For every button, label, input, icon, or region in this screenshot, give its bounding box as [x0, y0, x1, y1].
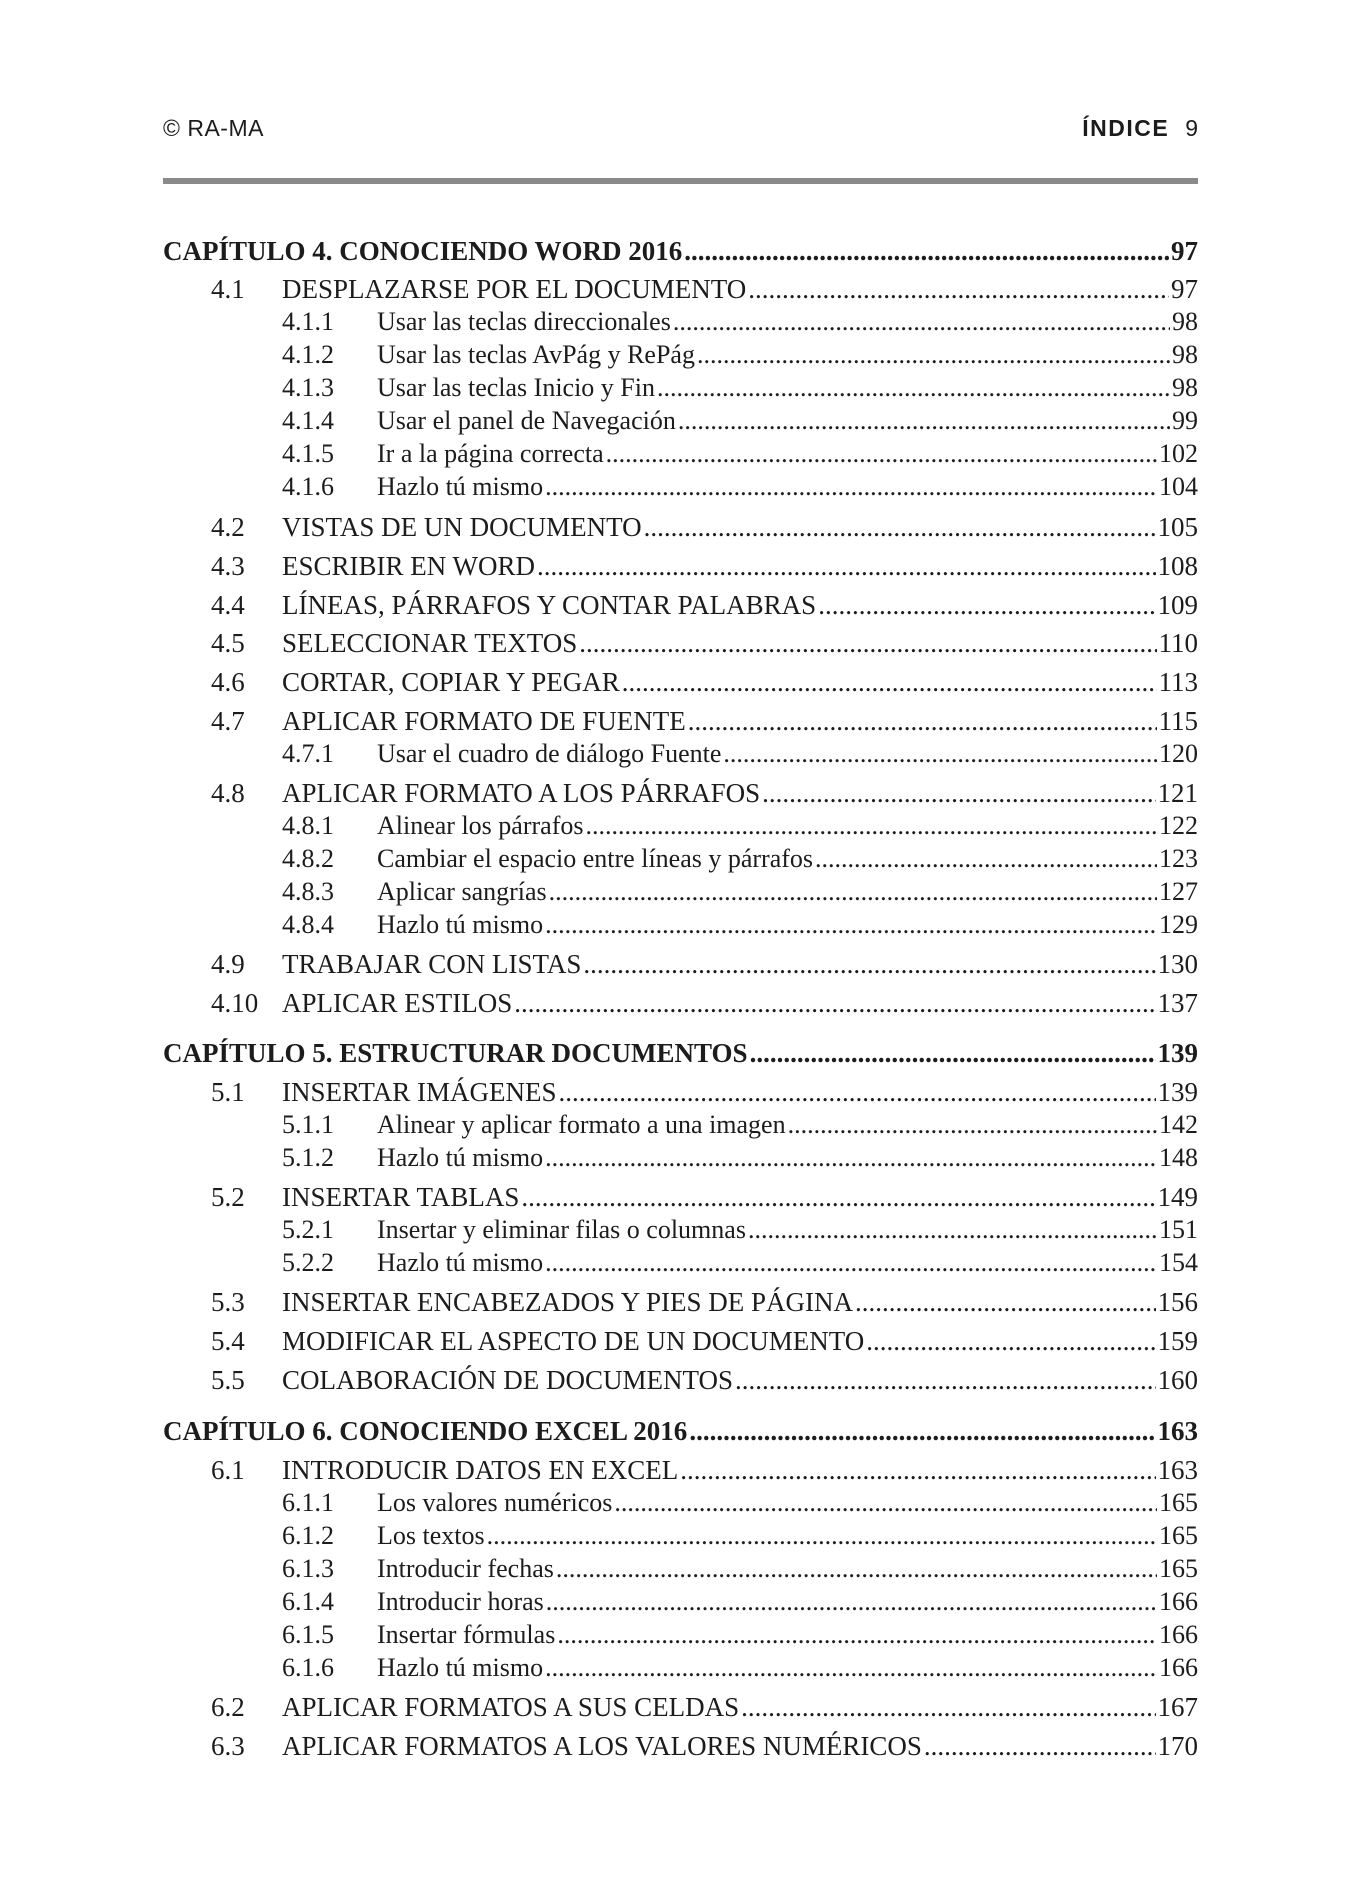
toc-section-row[interactable]	[163, 628, 1198, 659]
toc-section-row[interactable]	[163, 706, 1198, 737]
dot-leader	[521, 1182, 1155, 1213]
toc-entry-title: INTRODUCIR DATOS EN EXCEL	[282, 1455, 679, 1485]
toc-entry-number: 6.1.4	[282, 1587, 334, 1616]
toc-entry-title: APLICAR FORMATO A LOS PÁRRAFOS	[282, 778, 761, 808]
toc-entry-page: 154	[1159, 1248, 1198, 1277]
toc-entry-title: Alinear y aplicar formato a una imagen	[377, 1110, 786, 1139]
toc-entry-number: 4.2	[211, 512, 245, 542]
toc-entry-number: 4.1.1	[282, 307, 334, 336]
toc-entry-page: 110	[1158, 628, 1198, 658]
dot-leader	[549, 877, 1157, 907]
toc-entry-number: 4.7.1	[282, 739, 334, 768]
dot-leader	[673, 307, 1170, 337]
toc-entry-number: 4.10	[211, 988, 259, 1018]
toc-subsection-row[interactable]	[163, 1620, 1198, 1650]
toc-entry-page: 121	[1157, 778, 1198, 808]
section-title: ÍNDICE	[1082, 115, 1170, 141]
dot-leader	[818, 590, 1155, 621]
toc-entry-title: APLICAR FORMATOS A SUS CELDAS	[282, 1692, 740, 1722]
toc-entry-title: Los textos	[377, 1521, 485, 1550]
toc-entry-title: INSERTAR IMÁGENES	[282, 1077, 557, 1107]
toc-subsection-row[interactable]	[163, 844, 1198, 874]
publisher-label: © RA-MA	[163, 115, 264, 141]
toc-entry-page: 151	[1159, 1215, 1198, 1244]
dot-leader	[583, 949, 1155, 980]
toc-section-row[interactable]	[163, 1365, 1198, 1396]
toc-section-row[interactable]	[163, 988, 1198, 1019]
dot-leader	[866, 1326, 1155, 1357]
toc-entry-page: 130	[1157, 949, 1198, 979]
dot-leader	[697, 340, 1170, 370]
toc-entry-number: 4.1.4	[282, 406, 334, 435]
toc-entry-number: 5.4	[211, 1326, 245, 1356]
toc-entry-number: 4.7	[211, 706, 245, 736]
toc-entry-page: 120	[1159, 739, 1198, 768]
toc-entry-number: 4.4	[211, 590, 245, 620]
running-header	[163, 115, 1198, 149]
toc-entry-page: 165	[1159, 1521, 1198, 1550]
toc-entry-number: 4.6	[211, 667, 245, 697]
dot-leader	[680, 1455, 1155, 1486]
toc-entry-number: 4.1.5	[282, 439, 334, 468]
toc-entry-page: 167	[1157, 1692, 1198, 1722]
toc-entry-page: 165	[1159, 1488, 1198, 1517]
dot-leader	[545, 1143, 1157, 1173]
toc-entry-page: 148	[1159, 1143, 1198, 1172]
dot-leader	[748, 1215, 1157, 1245]
dot-leader	[657, 373, 1170, 403]
dot-leader	[815, 844, 1157, 874]
toc-entry-title: CAPÍTULO 4. CONOCIENDO WORD 2016	[163, 236, 683, 266]
toc-entry-title: Los valores numéricos	[377, 1488, 613, 1517]
dot-leader	[546, 1587, 1157, 1617]
toc-entry-title: INSERTAR ENCABEZADOS Y PIES DE PÁGINA	[282, 1287, 853, 1317]
toc-entry-number: 6.3	[211, 1731, 245, 1761]
toc-section-row[interactable]	[163, 590, 1198, 621]
dot-leader	[558, 1077, 1155, 1108]
toc-subsection-row[interactable]	[163, 406, 1198, 436]
dot-leader	[579, 628, 1156, 659]
toc-section-row[interactable]	[163, 1287, 1198, 1318]
dot-leader	[678, 406, 1170, 436]
toc-entry-number: 6.1.3	[282, 1554, 334, 1583]
toc-entry-page: 139	[1157, 1077, 1198, 1107]
toc-entry-number: 4.8.1	[282, 811, 334, 840]
toc-entry-title: INSERTAR TABLAS	[282, 1182, 520, 1212]
toc-entry-page: 139	[1157, 1038, 1198, 1068]
dot-leader	[585, 811, 1157, 841]
toc-subsection-row[interactable]	[163, 1143, 1198, 1173]
toc-section-row[interactable]	[163, 949, 1198, 980]
toc-entry-page: 109	[1157, 590, 1198, 620]
toc-subsection-row[interactable]	[163, 1521, 1198, 1551]
toc-entry-number: 5.3	[211, 1287, 245, 1317]
toc-subsection-row[interactable]	[163, 307, 1198, 337]
toc-entry-page: 163	[1157, 1455, 1198, 1485]
toc-entry-number: 4.1.2	[282, 340, 334, 369]
dot-leader	[545, 472, 1157, 502]
toc-entry-title: Hazlo tú mismo	[377, 1248, 544, 1277]
toc-entry-title: Hazlo tú mismo	[377, 472, 544, 501]
dot-leader	[487, 1521, 1157, 1551]
toc-entry-title: MODIFICAR EL ASPECTO DE UN DOCUMENTO	[282, 1326, 865, 1356]
dot-leader	[614, 1488, 1157, 1518]
toc-entry-title: Hazlo tú mismo	[377, 910, 544, 939]
toc-entry-number: 5.1.1	[282, 1110, 334, 1139]
toc-entry-title: CAPÍTULO 6. CONOCIENDO EXCEL 2016	[163, 1416, 688, 1446]
toc-chapter-row[interactable]	[163, 236, 1198, 267]
toc-entry-page: 166	[1159, 1653, 1198, 1682]
toc-entry-title: Hazlo tú mismo	[377, 1653, 544, 1682]
dot-leader	[788, 1110, 1157, 1140]
toc-entry-number: 4.1	[211, 274, 245, 304]
toc-subsection-row[interactable]	[163, 739, 1198, 769]
toc-section-row[interactable]	[163, 551, 1198, 582]
page-number: 9	[1185, 115, 1198, 141]
toc-entry-page: 113	[1158, 667, 1198, 697]
toc-subsection-row[interactable]	[163, 877, 1198, 907]
dot-leader	[545, 910, 1157, 940]
toc-entry-number: 4.3	[211, 551, 245, 581]
toc-entry-title: Introducir fechas	[377, 1554, 554, 1583]
toc-entry-title: Cambiar el espacio entre líneas y párrafos	[377, 844, 814, 873]
toc-entry-number: 4.8.4	[282, 910, 334, 939]
toc-entry-page: 97	[1171, 236, 1198, 266]
toc-entry-title: Insertar fórmulas	[377, 1620, 556, 1649]
toc-entry-page: 115	[1158, 706, 1198, 736]
toc-entry-page: 156	[1157, 1287, 1198, 1317]
toc-entry-number: 4.9	[211, 949, 245, 979]
toc-entry-page: 170	[1157, 1731, 1198, 1761]
toc-section-row[interactable]	[163, 512, 1198, 543]
toc-entry-number: 4.8.3	[282, 877, 334, 906]
toc-entry-page: 98	[1172, 307, 1198, 336]
toc-entry-title: COLABORACIÓN DE DOCUMENTOS	[282, 1365, 734, 1395]
toc-entry-page: 166	[1159, 1587, 1198, 1616]
toc-entry-page: 102	[1159, 439, 1198, 468]
toc-section-row[interactable]	[163, 1326, 1198, 1357]
dot-leader	[689, 1416, 1155, 1447]
toc-subsection-row[interactable]	[163, 340, 1198, 370]
dot-leader	[855, 1287, 1156, 1318]
toc-chapter-row[interactable]	[163, 1038, 1198, 1069]
toc-subsection-row[interactable]	[163, 811, 1198, 841]
toc-entry-page: 98	[1172, 373, 1198, 402]
toc-entry-title: Insertar y eliminar filas o columnas	[377, 1215, 746, 1244]
toc-subsection-row[interactable]	[163, 1587, 1198, 1617]
toc-subsection-row[interactable]	[163, 1110, 1198, 1140]
dot-leader	[723, 739, 1157, 769]
toc-entry-number: 4.1.3	[282, 373, 334, 402]
toc-entry-page: 149	[1157, 1182, 1198, 1212]
toc-subsection-row[interactable]	[163, 910, 1198, 940]
header-section-and-page	[1082, 115, 1198, 142]
toc-section-row[interactable]	[163, 1692, 1198, 1723]
dot-leader	[644, 512, 1156, 543]
toc-subsection-row[interactable]	[163, 1248, 1198, 1278]
toc-entry-page: 163	[1157, 1416, 1198, 1446]
toc-entry-number: 6.1	[211, 1455, 245, 1485]
toc-entry-title: Usar las teclas direccionales	[377, 307, 671, 336]
toc-entry-number: 6.1.2	[282, 1521, 334, 1550]
toc-entry-title: APLICAR ESTILOS	[282, 988, 513, 1018]
toc-chapter-row[interactable]	[163, 1416, 1198, 1447]
toc-section-row[interactable]	[163, 1182, 1198, 1213]
toc-entry-page: 137	[1157, 988, 1198, 1018]
toc-subsection-row[interactable]	[163, 1215, 1198, 1245]
toc-entry-title: Introducir horas	[377, 1587, 544, 1616]
dot-leader	[606, 439, 1157, 469]
toc-entry-title: CAPÍTULO 5. ESTRUCTURAR DOCUMENTOS	[163, 1038, 748, 1068]
toc-entry-page: 127	[1159, 877, 1198, 906]
toc-entry-number: 5.2.2	[282, 1248, 334, 1277]
toc-entry-title: Usar el cuadro de diálogo Fuente	[377, 739, 722, 768]
dot-leader	[762, 778, 1155, 809]
dot-leader	[514, 988, 1155, 1019]
toc-subsection-row[interactable]	[163, 373, 1198, 403]
toc-entry-number: 5.5	[211, 1365, 245, 1395]
dot-leader	[622, 667, 1157, 698]
toc-subsection-row[interactable]	[163, 472, 1198, 502]
toc-entry-number: 5.1	[211, 1077, 245, 1107]
toc-entry-number: 4.8.2	[282, 844, 334, 873]
toc-entry-page: 160	[1157, 1365, 1198, 1395]
dot-leader	[750, 1038, 1156, 1069]
toc-entry-title: ESCRIBIR EN WORD	[282, 551, 536, 581]
toc-entry-page: 99	[1172, 406, 1198, 435]
toc-entry-page: 123	[1159, 844, 1198, 873]
toc-entry-title: SELECCIONAR TEXTOS	[282, 628, 578, 658]
toc-subsection-row[interactable]	[163, 439, 1198, 469]
dot-leader	[748, 274, 1169, 305]
toc-entry-title: CORTAR, COPIAR Y PEGAR	[282, 667, 620, 697]
toc-entry-number: 6.2	[211, 1692, 245, 1722]
toc-section-row[interactable]	[163, 1731, 1198, 1762]
toc-entry-page: 108	[1157, 551, 1198, 581]
toc-entry-page: 159	[1157, 1326, 1198, 1356]
toc-subsection-row[interactable]	[163, 1488, 1198, 1518]
toc-entry-number: 6.1.5	[282, 1620, 334, 1649]
toc-entry-title: DESPLAZARSE POR EL DOCUMENTO	[282, 274, 747, 304]
toc-entry-title: Usar las teclas AvPág y RePág	[377, 340, 695, 369]
toc-entry-title: Ir a la página correcta	[377, 439, 604, 468]
toc-entry-number: 5.2.1	[282, 1215, 334, 1244]
toc-entry-page: 98	[1172, 340, 1198, 369]
dot-leader	[924, 1731, 1156, 1762]
toc-entry-title: TRABAJAR CON LISTAS	[282, 949, 582, 979]
dot-leader	[684, 236, 1169, 267]
toc-entry-page: 166	[1159, 1620, 1198, 1649]
toc-entry-page: 142	[1159, 1110, 1198, 1139]
toc-entry-number: 5.1.2	[282, 1143, 334, 1172]
toc-entry-number: 6.1.1	[282, 1488, 334, 1517]
toc-entry-title: Usar el panel de Navegación	[377, 406, 676, 435]
toc-section-row[interactable]	[163, 1077, 1198, 1108]
toc-entry-title: Usar las teclas Inicio y Fin	[377, 373, 655, 402]
dot-leader	[537, 551, 1155, 582]
toc-entry-page: 104	[1159, 472, 1198, 501]
toc-entry-page: 122	[1159, 811, 1198, 840]
toc-section-row[interactable]	[163, 1455, 1198, 1486]
toc-entry-title: Aplicar sangrías	[377, 877, 547, 906]
toc-entry-title: Alinear los párrafos	[377, 811, 584, 840]
toc-section-row[interactable]	[163, 274, 1198, 305]
toc-section-row[interactable]	[163, 667, 1198, 698]
toc-entry-title: APLICAR FORMATO DE FUENTE	[282, 706, 686, 736]
toc-entry-title: APLICAR FORMATOS A LOS VALORES NUMÉRICOS	[282, 1731, 922, 1761]
header-rule	[163, 178, 1198, 184]
toc-subsection-row[interactable]	[163, 1653, 1198, 1683]
toc-entry-page: 105	[1157, 512, 1198, 542]
toc-entry-number: 5.2	[211, 1182, 245, 1212]
toc-entry-title: LÍNEAS, PÁRRAFOS Y CONTAR PALABRAS	[282, 590, 817, 620]
dot-leader	[545, 1653, 1157, 1683]
dot-leader	[688, 706, 1157, 737]
toc-entry-page: 129	[1159, 910, 1198, 939]
toc-entry-page: 165	[1159, 1554, 1198, 1583]
toc-section-row[interactable]	[163, 778, 1198, 809]
toc-entry-number: 4.1.6	[282, 472, 334, 501]
dot-leader	[741, 1692, 1155, 1723]
toc-entry-number: 4.5	[211, 628, 245, 658]
toc-entry-number: 4.8	[211, 778, 245, 808]
dot-leader	[556, 1554, 1157, 1584]
toc-entry-page: 97	[1171, 274, 1198, 304]
toc-entry-number: 6.1.6	[282, 1653, 334, 1682]
dot-leader	[735, 1365, 1155, 1396]
dot-leader	[545, 1248, 1157, 1278]
toc-entry-title: Hazlo tú mismo	[377, 1143, 544, 1172]
toc-entry-title: VISTAS DE UN DOCUMENTO	[282, 512, 642, 542]
dot-leader	[557, 1620, 1157, 1650]
toc-subsection-row[interactable]	[163, 1554, 1198, 1584]
